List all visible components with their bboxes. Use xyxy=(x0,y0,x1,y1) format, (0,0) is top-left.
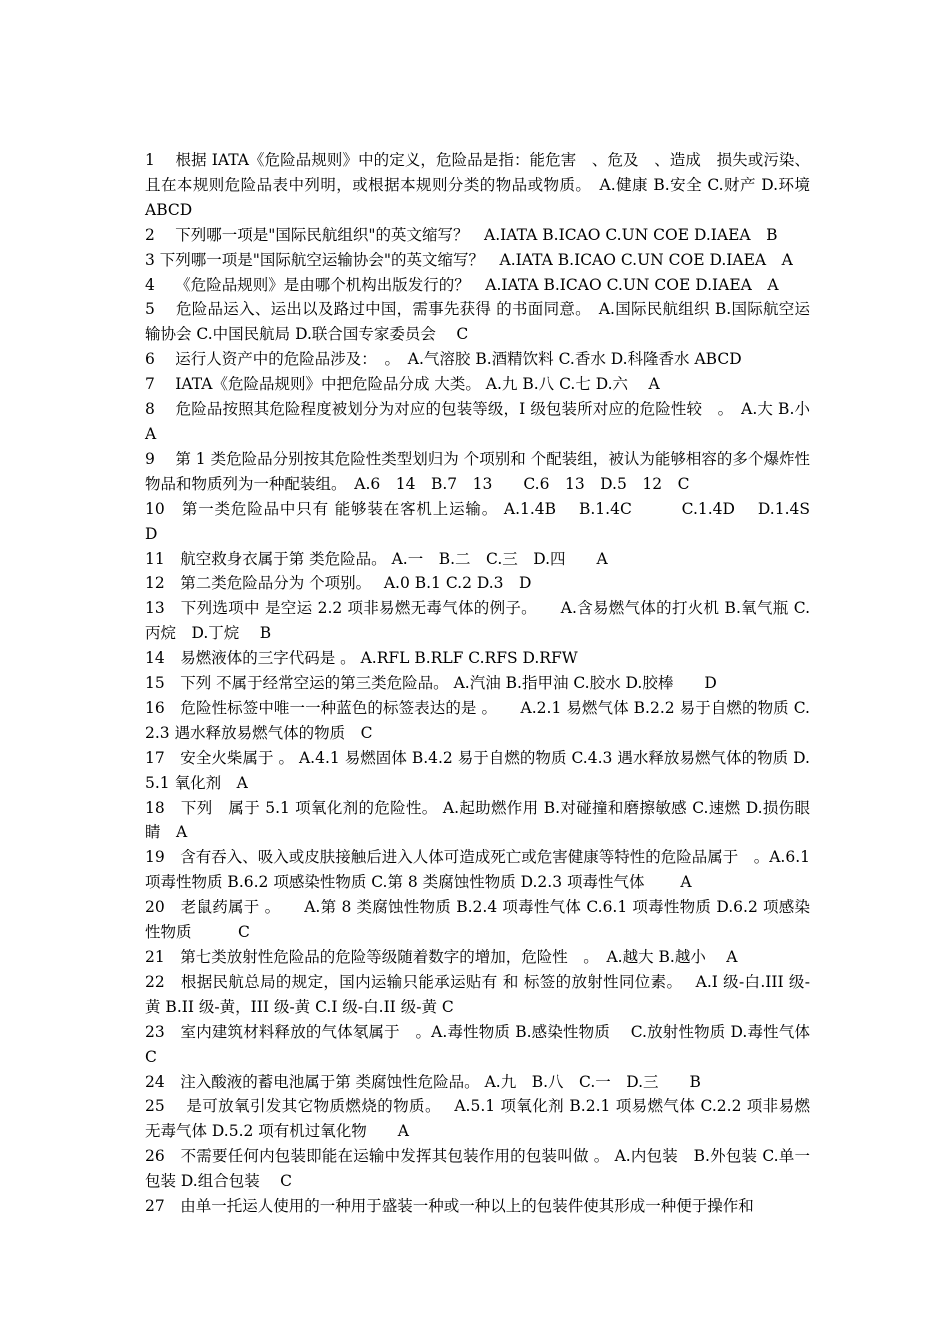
question-25: 25 是可放氧引发其它物质燃烧的物质。 A.5.1 项氧化剂 B.2.1 项易燃气体 C.2.2 项非易燃无毒气体 D.5.2 项有机过氧化物 A xyxy=(145,1097,810,1141)
question-26: 26 不需要任何内包装即能在运输中发挥其包装作用的包装叫做 。 A.内包装 B.外包装 C.单一包装 D.组合包装 C xyxy=(145,1147,810,1191)
question-15: 15 下列 不属于经常空运的第三类危险品。 A.汽油 B.指甲油 C.胶水 D.胶棒 D xyxy=(145,674,717,693)
question-5: 5 危险品运入、运出以及路过中国，需事先获得 的书面同意。 A.国际民航组织 B.国际航空运输协会 C.中国民航局 D.联合国专家委员会 C xyxy=(145,300,810,344)
question-14: 14 易燃液体的三字代码是 。 A.RFL B.RLF C.RFS D.RFW xyxy=(145,649,578,668)
question-7: 7 IATA《危险品规则》中把危险品分成 大类。 A.九 B.八 C.七 D.六 A xyxy=(145,375,660,394)
question-27: 27 由单一托运人使用的一种用于盛装一种或一种以上的包装件使其形成一种便于操作和 xyxy=(145,1197,754,1216)
question-6: 6 运行人资产中的危险品涉及： 。 A.气溶胶 B.酒精饮料 C.香水 D.科隆香水 ABCD xyxy=(145,350,742,369)
question-11: 11 航空救身衣属于第 类危险品。 A.一 B.二 C.三 D.四 A xyxy=(145,549,608,568)
question-13: 13 下列选项中 是空运 2.2 项非易燃无毒气体的例子。 A.含易燃气体的打火机 B.氧气瓶 C.丙烷 D.丁烷 B xyxy=(145,599,810,643)
question-20: 20 老鼠药属于 。 A.第 8 类腐蚀性物质 B.2.4 项毒性气体 C.6.1 项毒性物质 D.6.2 项感染性物质 C xyxy=(145,898,810,942)
question-23: 23 室内建筑材料释放的气体氡属于 。A.毒性物质 B.感染性物质 C.放射性物质 D.毒性气体 C xyxy=(145,1022,826,1066)
question-9: 9 第 1 类危险品分别按其危险性类型划归为 个项别和 个配装组，被认为能够相容的多个爆炸性物品和物质列为一种配装组。 A.6 14 B.7 13 C.6 13 D.5 12 C xyxy=(145,449,810,493)
question-4: 4 《危险品规则》是由哪个机构出版发行的？ A.IATA B.ICAO C.UN COE D.IAEA A xyxy=(145,275,779,294)
question-1: 1 根据 IATA《危险品规则》中的定义，危险品是指：能危害 、危及 、造成 损失或污染、且在本规则危险品表中列明，或根据本规则分类的物品或物质。 A.健康 B.安全 C.财产 D.环境 ABCD xyxy=(145,151,826,219)
question-2: 2 下列哪一项是"国际民航组织"的英文缩写？ A.IATA B.ICAO C.UN COE D.IAEA B xyxy=(145,225,778,244)
question-24: 24 注入酸液的蓄电池属于第 类腐蚀性危险品。 A.九 B.八 C.一 D.三 B xyxy=(145,1072,701,1091)
question-10: 10 第一类危险品中只有 能够装在客机上运输。 A.1.4B B.1.4C C.1.4D D.1.4S D xyxy=(145,499,831,543)
question-17: 17 安全火柴属于 。 A.4.1 易燃固体 B.4.2 易于自燃的物质 C.4.3 遇水释放易燃气体的物质 D.5.1 氧化剂 A xyxy=(145,748,810,792)
question-21: 21 第七类放射性危险品的危险等级随着数字的增加，危险性 。 A.越大 B.越小 A xyxy=(145,948,738,966)
question-12: 12 第二类危险品分为 个项别。 A.0 B.1 C.2 D.3 D xyxy=(145,574,532,593)
question-16: 16 危险性标签中唯一一种蓝色的标签表达的是 。 A.2.1 易燃气体 B.2.2 易于自燃的物质 C.2.3 遇水释放易燃气体的物质 C xyxy=(145,698,810,742)
question-18: 18 下列 属于 5.1 项氧化剂的危险性。 A.起助燃作用 B.对碰撞和磨擦敏感 C.速燃 D.损伤眼睛 A xyxy=(145,798,810,842)
question-list xyxy=(145,148,831,1219)
question-3: 3 下列哪一项是"国际航空运输协会"的英文缩写？ A.IATA B.ICAO C.UN COE D.IAEA A xyxy=(145,250,793,269)
question-19: 19 含有吞入、吸入或皮肤接触后进入人体可造成死亡或危害健康等特性的危险品属于 。A.6.1 项毒性物质 B.6.2 项感染性物质 C.第 8 类腐蚀性物质 D.2.3 项毒性气体 A xyxy=(145,848,815,892)
question-8: 8 危险品按照其危险程度被划分为对应的包装等级，I 级包装所对应的危险性较 。 A.大 B.小 A xyxy=(145,400,826,443)
question-22: 22 根据民航总局的规定，国内运输只能承运贴有 和 标签的放射性同位素。 A.I 级-白.III 级-黄 B.II 级-黄，III 级-黄 C.I 级-白.II 级-黄 C xyxy=(145,972,810,1016)
